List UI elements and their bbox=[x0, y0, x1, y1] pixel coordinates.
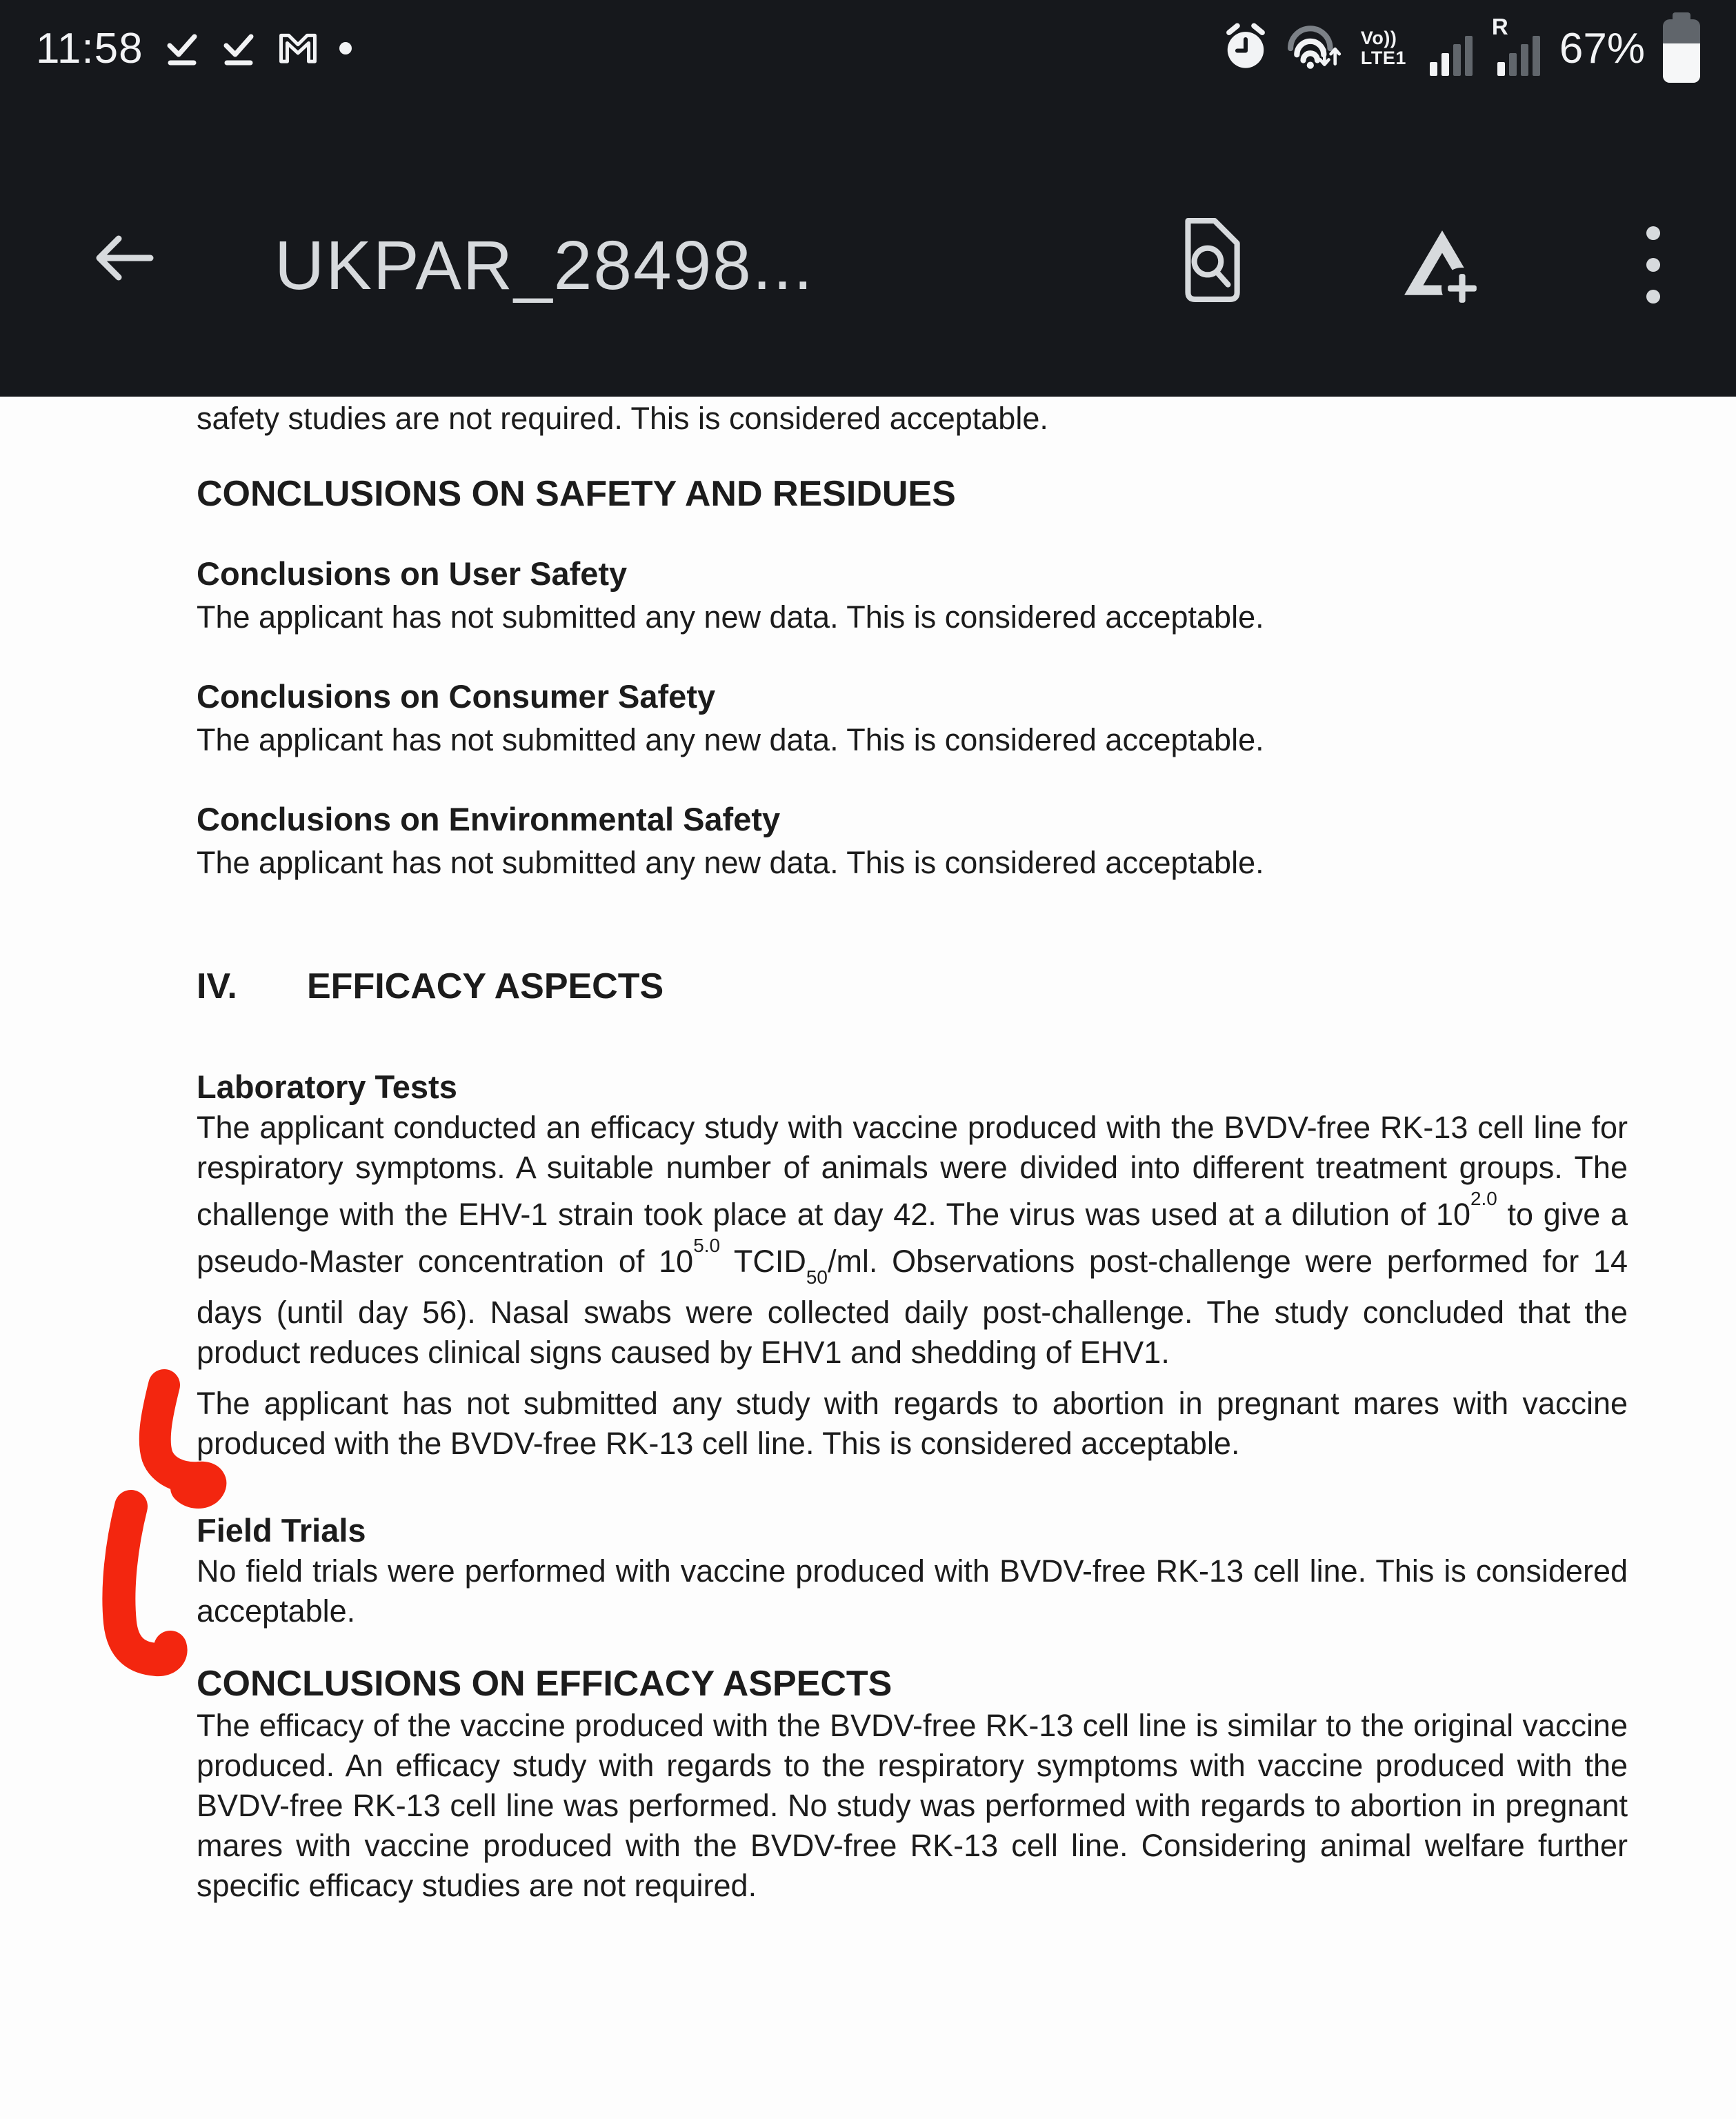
battery-icon bbox=[1663, 12, 1700, 84]
field-trials-heading: Field Trials bbox=[197, 1512, 366, 1549]
sim1-signal-icon bbox=[1424, 19, 1474, 77]
check-done-icon bbox=[164, 27, 200, 70]
check-done-icon bbox=[221, 27, 257, 70]
section-heading: Conclusions on Consumer Safety bbox=[197, 678, 716, 715]
document-scroll-area[interactable] bbox=[0, 397, 1736, 2119]
section-paragraph: The applicant has not submitted any new data. This is considered acceptable. bbox=[197, 722, 1264, 757]
document-search-icon bbox=[1176, 294, 1245, 304]
alarm-icon bbox=[1221, 21, 1270, 77]
efficacy-conclusions-paragraph: The efficacy of the vaccine produced with the BVDV-free RK-13 cell line is similar to the original vaccine produced. An efficacy study with regards to the respiratory symptoms with vaccine produced with the BVDV-free RK-13 cell line was performed. No study was performed with regards to abortion in pregnant mares with vaccine produced with the BVDV-free RK-13 cell line. Considering animal welfare further specific efficacy studies are not required. bbox=[197, 1708, 1628, 1903]
add-to-drive-button[interactable] bbox=[1401, 228, 1483, 308]
sim2-signal-icon bbox=[1491, 14, 1542, 77]
gmail-icon bbox=[277, 28, 319, 69]
status-bar bbox=[0, 0, 1736, 97]
safety-residues-heading: CONCLUSIONS ON SAFETY AND RESIDUES bbox=[197, 474, 956, 514]
consumer-safety-section bbox=[197, 677, 1628, 760]
back-arrow-icon bbox=[90, 283, 156, 293]
drive-add-icon bbox=[1401, 298, 1483, 308]
section-title: EFFICACY ASPECTS bbox=[307, 966, 664, 1006]
abortion-paragraph: The applicant has not submitted any study with regards to abortion in pregnant mares with vaccine produced with the BVDV-free RK-13 cell line. This is considered acceptable. bbox=[197, 1386, 1628, 1461]
find-in-document-button[interactable] bbox=[1176, 218, 1245, 304]
app-header bbox=[0, 0, 1736, 397]
efficacy-aspects-heading bbox=[197, 966, 1628, 1007]
laboratory-tests-paragraph: The applicant conducted an efficacy study with vaccine produced with the BVDV-free RK-13 cell line for respiratory symptoms. A suitable number of animals were divided into different treatment groups. The challenge with the EHV-1 strain took place at day 42. The virus was used at a dilution of $10^{2.0}$ to give a pseudo-Master concentration of $10^{5.0}$ $TCID_{50}/ml$. Observations post-challenge were performed for 14 days (until day 56). Nasal swabs were collected daily post-challenge. The study concluded that the product reduces clinical signs caused by EHV1 and shedding of EHV1. bbox=[197, 1110, 1628, 1370]
overflow-menu-button[interactable] bbox=[1643, 222, 1664, 310]
laboratory-tests-heading: Laboratory Tests bbox=[197, 1068, 457, 1105]
volte-label: Vo)) LTE1 bbox=[1360, 28, 1406, 68]
field-trials-paragraph: No field trials were performed with vaccine produced with BVDV-free RK-13 cell line. This is considered acceptable. bbox=[197, 1553, 1628, 1629]
roaming-label: R bbox=[1491, 14, 1508, 39]
efficacy-conclusions-heading: CONCLUSIONS ON EFFICACY ASPECTS bbox=[197, 1664, 892, 1704]
overflow-menu-icon bbox=[1643, 299, 1664, 310]
environmental-safety-section bbox=[197, 800, 1628, 883]
intro-line: safety studies are not required. This is considered acceptable. bbox=[197, 401, 1048, 436]
section-heading: Conclusions on User Safety bbox=[197, 555, 628, 592]
section-paragraph: The applicant has not submitted any new data. This is considered acceptable. bbox=[197, 599, 1264, 635]
user-safety-section bbox=[197, 555, 1628, 637]
section-heading: Conclusions on Environmental Safety bbox=[197, 801, 781, 837]
document-title: UKPAR_28498... bbox=[275, 227, 815, 304]
battery-percent: 67% bbox=[1559, 24, 1645, 72]
notification-dot bbox=[339, 42, 352, 54]
back-button[interactable] bbox=[88, 224, 157, 293]
toolbar bbox=[0, 97, 1736, 397]
status-time: 11:58 bbox=[36, 24, 143, 72]
section-number: IV. bbox=[197, 966, 237, 1006]
section-paragraph: The applicant has not submitted any new data. This is considered acceptable. bbox=[197, 845, 1264, 880]
wifi-icon bbox=[1288, 23, 1343, 74]
